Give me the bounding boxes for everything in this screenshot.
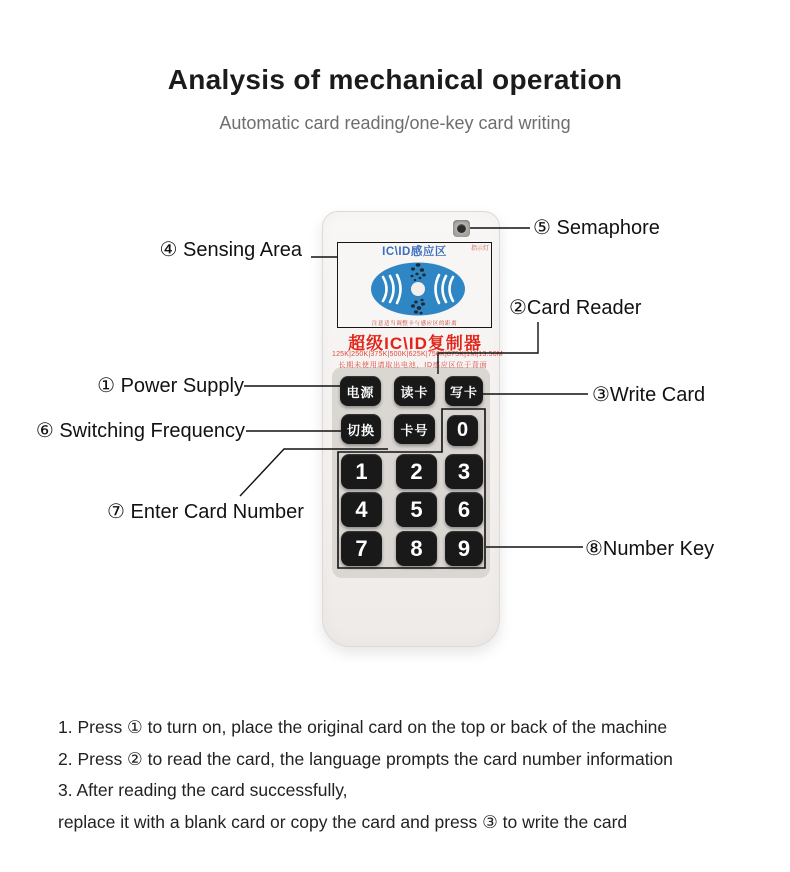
indicator-caption: 指示灯 [470,246,489,252]
key-1: 1 [341,454,382,489]
key-2: 2 [396,454,437,489]
key-5: 5 [396,492,437,527]
callout-semaphore: ⑤ Semaphore [533,217,660,239]
frequency-list: 125K|250K|375K|500K|625K|750K|875K|1M|13.56M [332,351,503,358]
key-4: 4 [341,492,382,527]
page-subtitle: Automatic card reading/one-key card writing [219,113,571,133]
callout-number-key: ⑧Number Key [585,538,715,560]
page-title: Analysis of mechanical operation [167,64,623,95]
callout-switching-frequency: ⑥ Switching Frequency [35,420,245,442]
product-title: 超级IC\ID复制器 [348,334,482,353]
key-0: 0 [447,415,478,446]
key-8: 8 [396,531,437,566]
key-3: 3 [445,454,483,489]
callout-enter-card-number: ⑦ Enter Card Number [107,501,304,523]
callout-sensing-area: ④ Sensing Area [159,239,302,261]
indicator-led [453,220,470,237]
key-write-card: 写卡 [445,376,483,406]
instruction-list [58,712,758,838]
wave-oval-icon [370,261,466,317]
instruction-step-3b: replace it with a blank card or copy the card and press ③ to write the card [58,811,628,832]
key-card-number: 卡号 [394,414,435,444]
antenna-oval-graphic [370,261,466,317]
sensing-caption: 注意适当调整卡与感应区的距离 [371,321,458,327]
key-switch: 切换 [341,414,381,444]
key-power: 电源 [340,376,381,406]
callout-card-reader: ②Card Reader [509,297,642,319]
key-7: 7 [341,531,382,566]
key-6: 6 [445,492,483,527]
key-read-card: 读卡 [394,376,435,406]
led-dot [457,224,466,233]
sensing-area-label: IC\ID感应区 [382,246,447,258]
key-9: 9 [445,531,483,566]
instruction-step-1: 1. Press ① to turn on, place the original card on the top or back of the machine [58,717,668,737]
battery-note: 长期未使用请取出电池，ID感应区位于背面 [338,362,488,369]
instruction-step-2: 2. Press ② to read the card, the language prompts the card number information [58,748,673,769]
instruction-step-3: 3. After reading the card successfully, [58,780,348,800]
callout-write-card: ③Write Card [592,384,706,406]
callout-power-supply: ① Power Supply [97,375,244,397]
